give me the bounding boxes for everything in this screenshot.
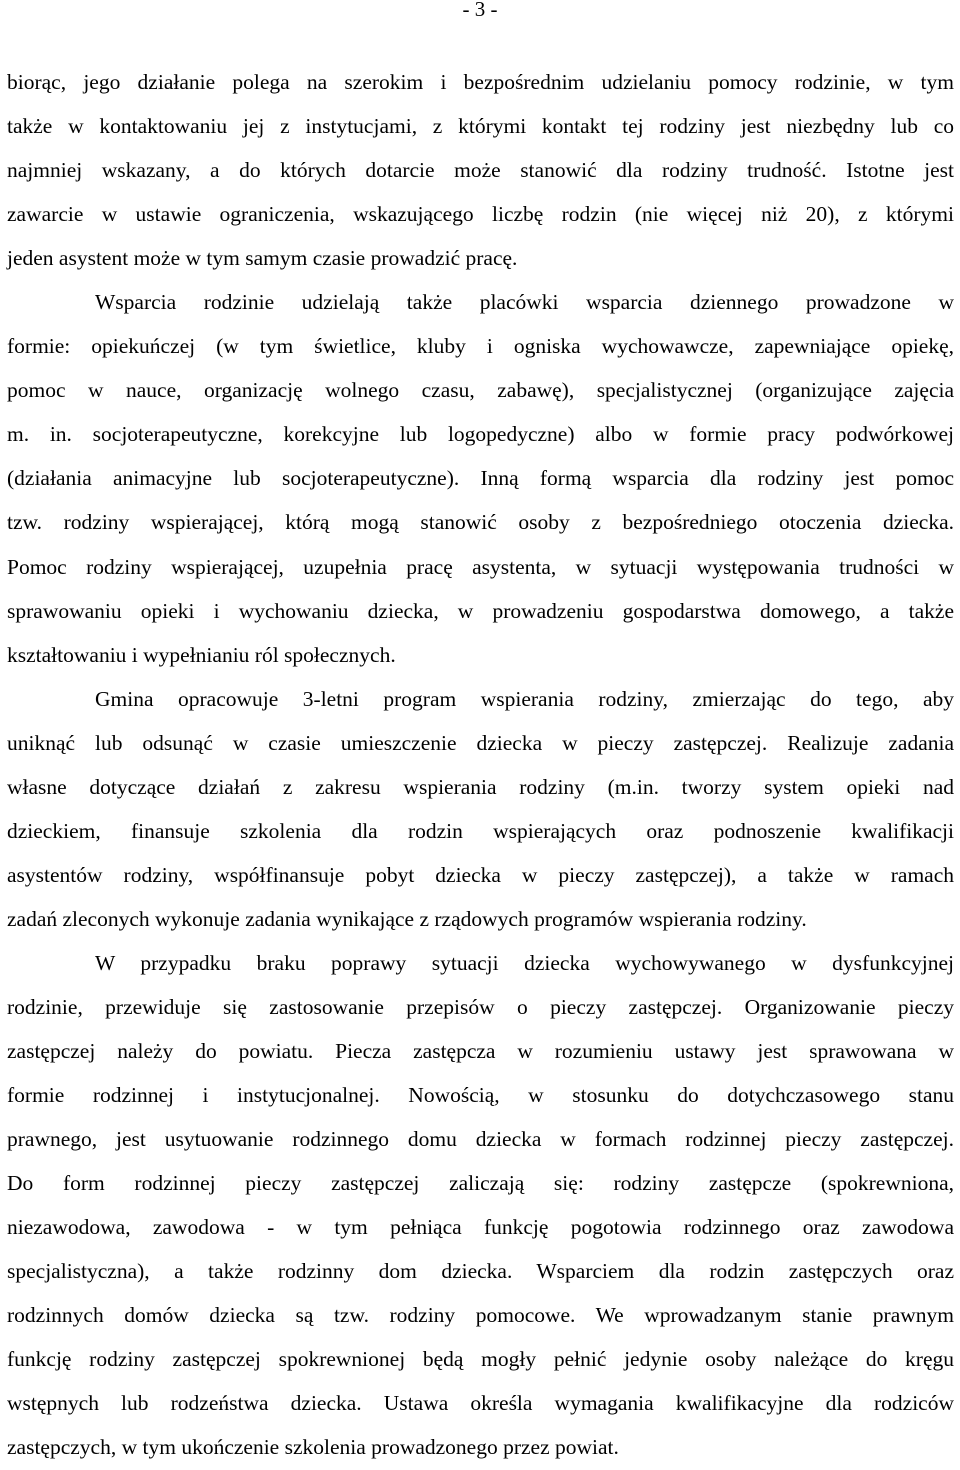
text-line: kształtowaniu i wypełnianiu ról społecznych. — [7, 642, 396, 667]
text-line: uniknąć lub odsunąć w czasie umieszczenie dziecka w pieczy zastępczej. Realizuje zadania — [7, 730, 954, 755]
paragraph-first-line: W przypadku braku poprawy sytuacji dziecka wychowywanego w dysfunkcyjnej — [95, 950, 954, 975]
text-line: własne dotyczące działań z zakresu wspierania rodziny (m.in. tworzy system opieki nad — [7, 774, 954, 799]
text-line: prawnego, jest usytuowanie rodzinnego domu dziecka w formach rodzinnej pieczy zastępczej. — [7, 1127, 954, 1152]
text-line: rodzinie, przewiduje się zastosowanie przepisów o pieczy zastępczej. Organizowanie pieczy — [7, 994, 954, 1019]
text-line: jeden asystent może w tym samym czasie prowadzić pracę. — [7, 246, 518, 271]
text-line: zadań zleconych wykonuje zadania wynikające z rządowych programów wspierania rodziny. — [7, 906, 807, 931]
text-line: funkcję rodziny zastępczej spokrewnionej będą mogły pełnić jedynie osoby należące do kręgu — [7, 1347, 954, 1372]
text-line: biorąc, jego działanie polega na szerokim i bezpośrednim udzielaniu pomocy rodzinie, w tym — [7, 70, 954, 94]
paragraph-first-line: Gmina opracowuje 3-letni program wspierania rodziny, zmierzając do tego, aby — [95, 686, 954, 711]
text-line: najmniej wskazany, a do których dotarcie może stanowić dla rodziny trudność. Istotne jest — [7, 158, 954, 183]
text-line: (działania animacyjne lub socjoterapeutyczne). Inną formą wsparcia dla rodziny jest pomoc — [7, 466, 954, 491]
document-body — [7, 60, 954, 1470]
page-number: - 3 - — [462, 0, 498, 21]
text-line: Pomoc rodziny wspierającej, uzupełnia pracę asystenta, w sytuacji występowania trudności w — [7, 554, 954, 579]
text-line: asystentów rodziny, współfinansuje pobyt dziecka w pieczy zastępczej), a także w ramach — [7, 862, 954, 887]
text-line: formie rodzinnej i instytucjonalnej. Nowością, w stosunku do dotychczasowego stanu — [7, 1083, 954, 1108]
text-line: pomoc w nauce, organizację wolnego czasu, zabawę), specjalistycznej (organizujące zajęcia — [7, 378, 954, 403]
text-line: tzw. rodziny wspierającej, którą mogą stanowić osoby z bezpośredniego otoczenia dziecka. — [7, 510, 954, 535]
paragraph-first-line: Wsparcia rodzinie udzielają także placówki wsparcia dziennego prowadzone w — [95, 290, 954, 315]
text-line: Do form rodzinnej pieczy zastępczej zaliczają się: rodziny zastępcze (spokrewniona, — [7, 1171, 954, 1196]
text-line: wstępnych lub rodzeństwa dziecka. Ustawa określa wymagania kwalifikacyjne dla rodziców — [7, 1391, 954, 1416]
text-line: niezawodowa, zawodowa - w tym pełniąca funkcję pogotowia rodzinnego oraz zawodowa — [7, 1215, 954, 1240]
text-line: zastępczych, w tym ukończenie szkolenia prowadzonego przez powiat. — [7, 1435, 619, 1460]
text-line: zastępczej należy do powiatu. Piecza zastępcza w rozumieniu ustawy jest sprawowana w — [7, 1039, 954, 1064]
text-line: także w kontaktowaniu jej z instytucjami, z którymi kontakt tej rodziny jest niezbędny lub co — [7, 114, 954, 139]
text-line: formie: opiekuńczej (w tym świetlice, kluby i ogniska wychowawcze, zapewniające opiekę, — [7, 334, 954, 359]
text-line: zawarcie w ustawie ograniczenia, wskazującego liczbę rodzin (nie więcej niż 20), z którymi — [7, 202, 954, 227]
text-line: dzieckiem, finansuje szkolenia dla rodzin wspierających oraz podnoszenie kwalifikacji — [7, 818, 954, 843]
text-line: rodzinnych domów dziecka są tzw. rodziny pomocowe. We wprowadzanym stanie prawnym — [7, 1303, 954, 1328]
text-line: m. in. socjoterapeutyczne, korekcyjne lub logopedyczne) albo w formie pracy podwórkowej — [7, 422, 954, 447]
text-line: specjalistyczna), a także rodzinny dom dziecka. Wsparciem dla rodzin zastępczych oraz — [7, 1259, 954, 1284]
text-line: sprawowaniu opieki i wychowaniu dziecka, w prowadzeniu gospodarstwa domowego, a także — [7, 598, 954, 623]
